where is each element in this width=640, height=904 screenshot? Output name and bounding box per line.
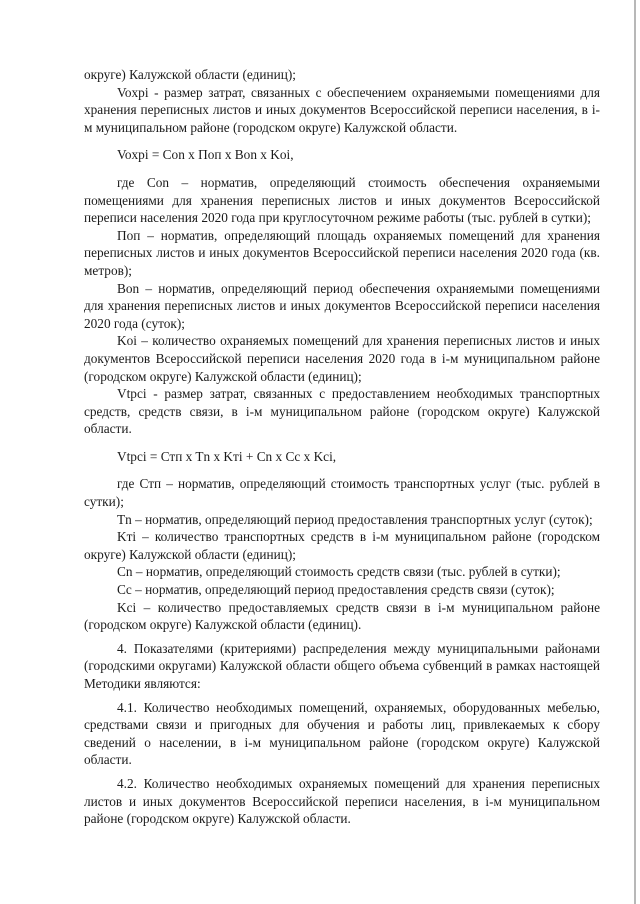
section-4-2: 4.2. Количество необходимых охраняемых помещений для хранения переписных листов и иных документов Всероссийской переписи населения, в i-м муниципальном районе (городском округе) Калужской области. xyxy=(84,775,600,827)
paragraph-cn-definition: Cn – норматив, определяющий стоимость средств связи (тыс. рублей в сутки); xyxy=(117,564,561,580)
paragraph-stp-definition: где Стп – норматив, определяющий стоимость транспортных услуг (тыс. рублей в сутки); xyxy=(84,476,600,510)
paragraph-cc-definition: Cc – норматив, определяющий период предоставления средств связи (суток); xyxy=(117,582,555,598)
paragraph-koi-definition: Koi – количество охраняемых помещений для хранения переписных листов и иных документов Всероссийской переписи населения 2020 года в i-м муниципальном районе (городском округе) Калужской области (единиц); xyxy=(84,333,600,384)
section-4-1: 4.1. Количество необходимых помещений, охраняемых, оборудованных мебелью, средствами связи и пригодных для обучения и работы лиц, привлекаемых к сбору сведений о населении, в i-м муниципальном районе (городском округе) Калужской области. xyxy=(84,699,600,768)
scan-edge-line xyxy=(634,0,636,904)
paragraph-continuation: округе) Калужской области (единиц); xyxy=(84,67,296,82)
paragraph-tn-definition: Tn – норматив, определяющий период предоставления транспортных услуг (суток); xyxy=(117,511,593,527)
paragraph-vtpci-definition: Vtpci - размер затрат, связанных с предоставлением необходимых транспортных средств, средств связи, в i-м муниципальном районе (городском округе) Калужской области. xyxy=(84,386,600,437)
paragraph-kti-definition: Kтi – количество транспортных средств в i-м муниципальном районе (городском округе) Калужской области (единиц); xyxy=(84,529,600,562)
paragraph-kci-definition: Kci – количество предоставляемых средств связи в i-м муниципальном районе (городском округе) Калужской области (единиц). xyxy=(84,599,600,633)
section-4-heading: 4. Показателями (критериями) распределения между муниципальными районами (городскими округами) Калужской области общего объема субвенций в рамках настоящей Методики являются: xyxy=(84,640,600,691)
document-page xyxy=(84,66,600,828)
paragraph-pop-definition: Поп – норматив, определяющий площадь охраняемых помещений для хранения переписных листов и иных документов Всероссийской переписи населения 2020 года (кв. метров); xyxy=(84,227,600,278)
formula-voxpi: Voxpi = Con x Поп x Bon x Koi, xyxy=(117,147,294,163)
paragraph-voxpi-definition: Voxpi - размер затрат, связанных с обеспечением охраняемыми помещениями для хранения переписных листов и иных документов Всероссийской переписи населения, в i-м муниципальном районе (городском округе) Калужской области. xyxy=(84,84,600,135)
paragraph-bon-definition: Bon – норматив, определяющий период обеспечения охраняемыми помещениями для хранения переписных листов и иных документов Всероссийской переписи населения 2020 года (суток); xyxy=(84,280,600,331)
formula-vtpci: Vtpci = Стп x Tn x Kтi + Cn x Cc x Kci, xyxy=(117,448,337,464)
paragraph-con-definition: где Con – норматив, определяющий стоимость обеспечения охраняемыми помещениями для хранения переписных листов и иных документов Всероссийской переписи населения 2020 года при круглосуточном режиме работы (тыс. рублей в сутки); xyxy=(84,174,600,226)
